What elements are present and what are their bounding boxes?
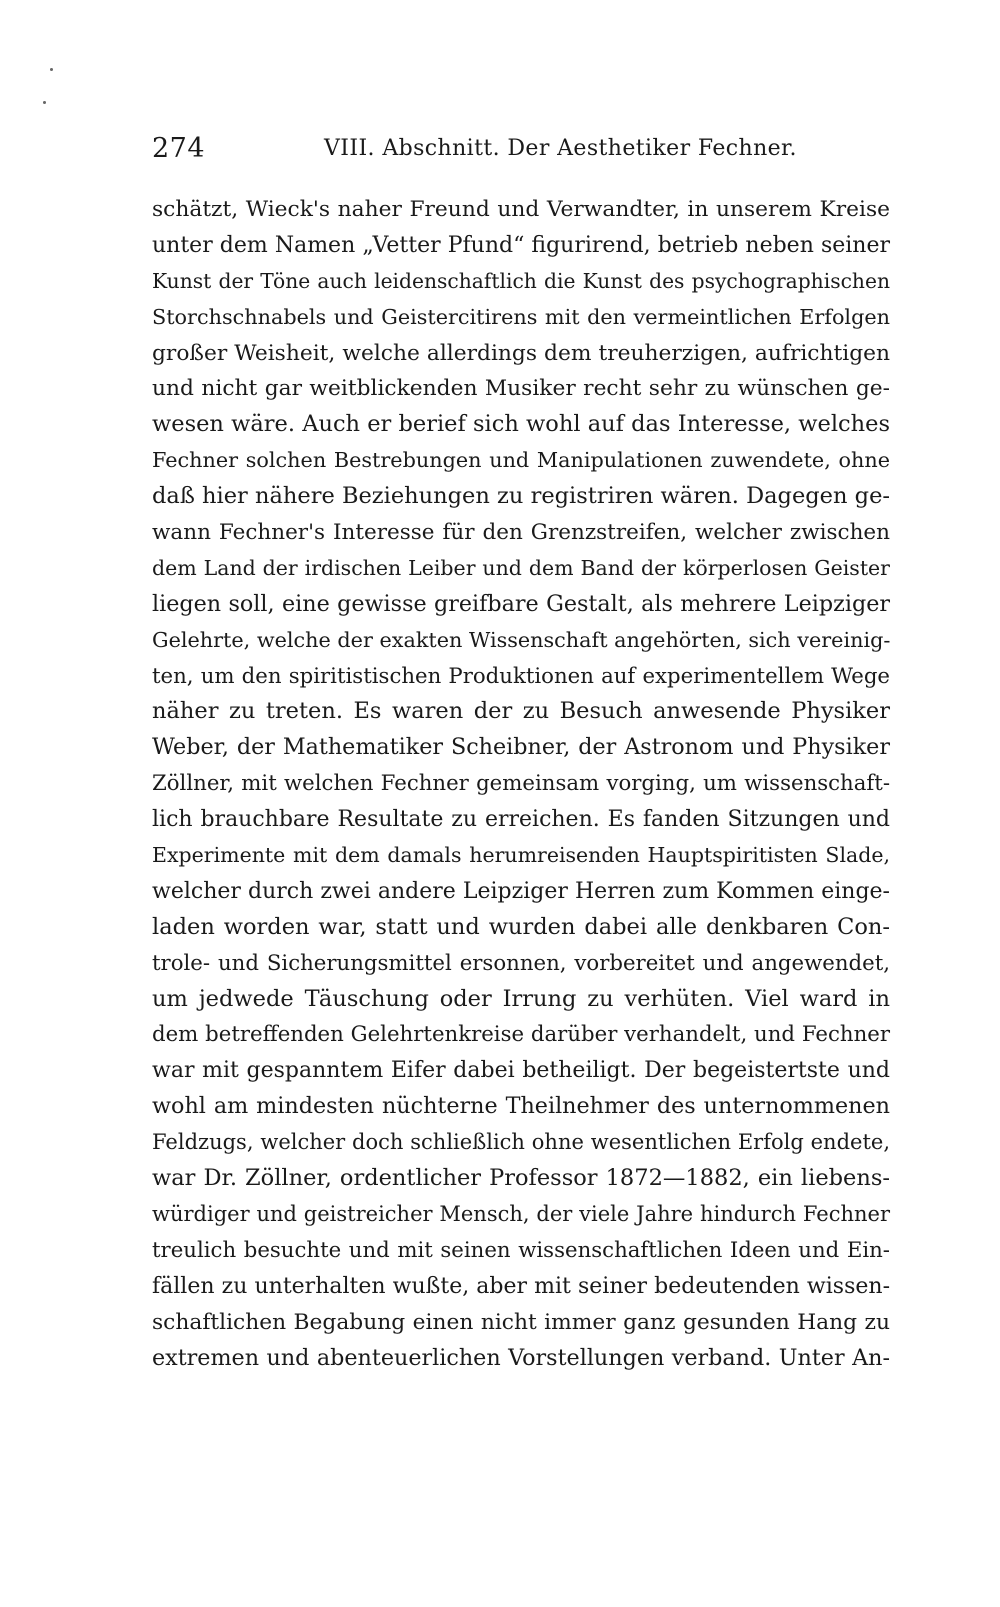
text-line: Feldzugs, welcher doch schließlich ohne wesentlichen Erfolg endete,: [152, 1130, 890, 1155]
text-line: unter dem Namen „Vetter Pfund“ figurirend, betrieb neben seiner: [152, 232, 890, 258]
page-number: 274: [152, 133, 206, 164]
text-line: welcher durch zwei andere Leipziger Herren zum Kommen einge-: [152, 878, 890, 904]
text-line: und nicht gar weitblickenden Musiker recht sehr zu wünschen ge-: [152, 376, 890, 402]
text-line: ten, um den spiritistischen Produktionen auf experimentellem Wege: [152, 663, 890, 689]
text-line: wesen wäre. Auch er berief sich wohl auf das Interesse, welches: [152, 411, 890, 438]
text-line: Storchschnabels und Geistercitirens mit den vermeintlichen Erfolgen: [152, 304, 890, 329]
page-header: [152, 133, 892, 173]
body-text: [152, 192, 890, 1376]
text-line: wann Fechner's Interesse für den Grenzstreifen, welcher zwischen: [152, 520, 890, 546]
text-line: laden worden war, statt und wurden dabei alle denkbaren Con-: [152, 913, 890, 940]
scan-speck: [50, 68, 53, 71]
running-head: VIII. Abschnitt. Der Aesthetiker Fechner.: [324, 136, 797, 161]
text-line: fällen zu unterhalten wußte, aber mit seiner bedeutenden wissen-: [152, 1273, 890, 1299]
text-line: Weber, der Mathematiker Scheibner, der Astronom und Physiker: [152, 734, 890, 761]
text-line: Zöllner, mit welchen Fechner gemeinsam vorging, um wissenschaft-: [152, 771, 890, 797]
text-line: trole- und Sicherungsmittel ersonnen, vorbereitet und angewendet,: [152, 950, 890, 976]
text-line: Fechner solchen Bestrebungen und Manipulationen zuwendete, ohne: [152, 448, 890, 473]
text-line: Kunst der Töne auch leidenschaftlich die Kunst des psychographischen: [152, 268, 890, 293]
text-line: schaftlichen Begabung einen nicht immer ganz gesunden Hang zu: [152, 1309, 890, 1335]
text-line: Experimente mit dem damals herumreisenden Hauptspiritisten Slade,: [152, 843, 890, 868]
text-line: wohl am mindesten nüchterne Theilnehmer des unternommenen: [152, 1093, 890, 1120]
text-line: war mit gespanntem Eifer dabei betheiligt. Der begeistertste und: [152, 1058, 890, 1084]
text-line: extremen und abenteuerlichen Vorstellungen verband. Unter An-: [152, 1344, 890, 1371]
text-line: treulich besuchte und mit seinen wissenschaftlichen Ideen und Ein-: [152, 1237, 890, 1263]
text-line: liegen soll, eine gewisse greifbare Gestalt, als mehrere Leipziger: [152, 590, 890, 617]
text-line: um jedwede Täuschung oder Irrung zu verhüten. Viel ward in: [152, 985, 890, 1012]
text-line: würdiger und geistreicher Mensch, der viele Jahre hindurch Fechner: [152, 1201, 890, 1226]
text-line: großer Weisheit, welche allerdings dem treuherzigen, aufrichtigen: [152, 340, 890, 366]
text-line: dem Land der irdischen Leiber und dem Band der körperlosen Geister: [152, 555, 890, 580]
scan-speck: [43, 101, 46, 104]
text-line: dem betreffenden Gelehrtenkreise darüber verhandelt, und Fechner: [152, 1022, 890, 1048]
text-line: lich brauchbare Resultate zu erreichen. Es fanden Sitzungen und: [152, 807, 890, 833]
text-line: daß hier nähere Beziehungen zu registriren wären. Dagegen ge-: [152, 483, 890, 510]
text-line: war Dr. Zöllner, ordentlicher Professor 1872—1882, ein liebens-: [152, 1165, 890, 1192]
text-line: schätzt, Wieck's naher Freund und Verwandter, in unserem Kreise: [152, 197, 890, 222]
text-line: näher zu treten. Es waren der zu Besuch anwesende Physiker: [152, 698, 890, 725]
text-line: Gelehrte, welche der exakten Wissenschaft angehörten, sich vereinig-: [152, 627, 891, 652]
